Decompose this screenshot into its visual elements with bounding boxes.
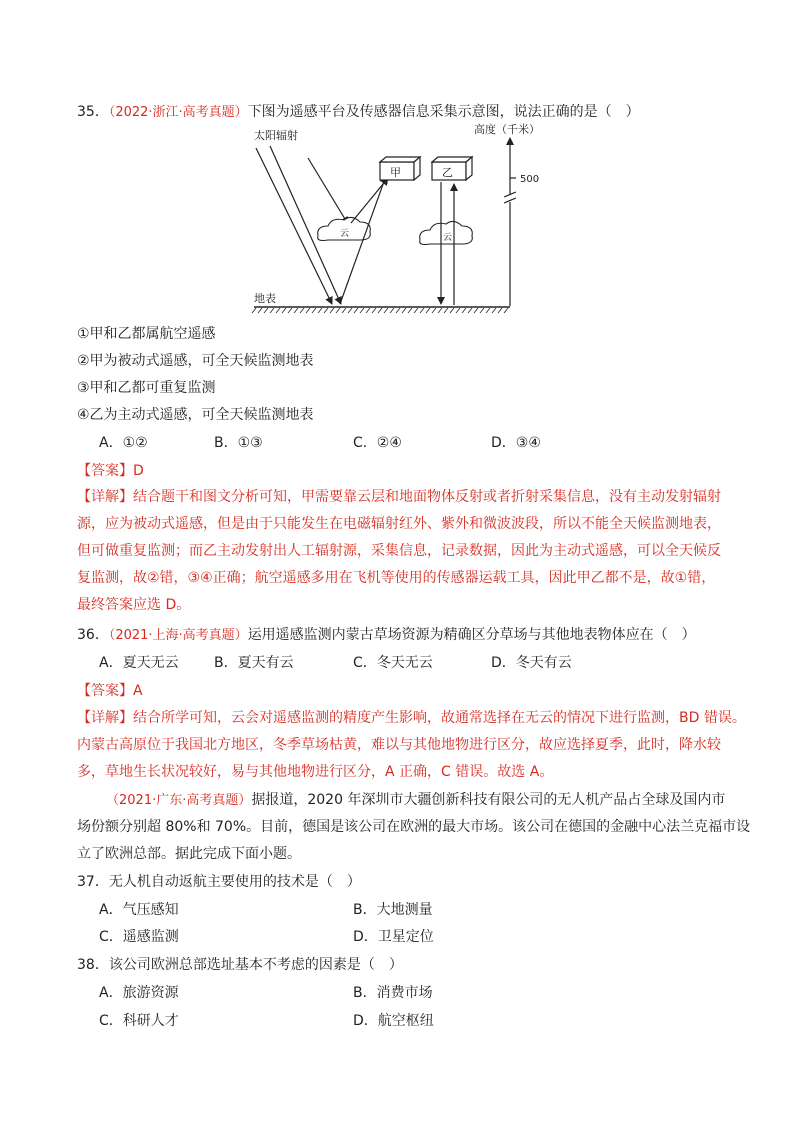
box-yi-label: 乙	[442, 166, 453, 179]
q35-option-c[interactable]: C．②④	[353, 435, 402, 451]
q36-answer: 【答案】A	[77, 683, 143, 699]
q36-analysis-line-2: 内蒙古高原位于我国北方地区，冬季草场枯黄，难以与其他地物进行区分，故应选择夏季，此时，降水较	[77, 737, 721, 753]
height-axis-label: 高度（千米）	[474, 123, 540, 136]
q36-option-b[interactable]: B．夏天有云	[214, 655, 294, 671]
material-source: （2021·广东·高考真题）	[106, 793, 252, 808]
solar-radiation-label: 太阳辐射	[254, 129, 298, 142]
q35-stem-text: 下图为遥感平台及传感器信息采集示意图，说法正确的是（ ）	[247, 104, 640, 120]
q35-statement-3: ③甲和乙都可重复监测	[77, 380, 216, 396]
q36-option-c[interactable]: C．冬天无云	[353, 655, 433, 671]
ground-hatching	[252, 308, 508, 313]
remote-sensing-diagram	[240, 118, 540, 318]
solar-ray-3	[308, 158, 348, 224]
material-line-2: 场份额分别超 80%和 70%。目前，德国是该公司在欧洲的最大市场。该公司在德国的金融中心法兰克福市设	[77, 819, 751, 835]
q35-analysis-line-5: 最终答案应选 D。	[77, 597, 191, 613]
q37-option-d[interactable]: D．卫星定位	[353, 929, 434, 945]
q36-stem	[77, 624, 696, 644]
cloud-1-label: 云	[340, 229, 350, 239]
q38-option-a[interactable]: A．旅游资源	[99, 985, 179, 1001]
q37-stem	[77, 871, 361, 891]
q35-analysis-line-1: 【详解】结合题干和图文分析可知，甲需要靠云层和地面物体反射或者折射采集信息，没有主动发射辐射	[77, 489, 721, 505]
cloud-2-label: 云	[443, 233, 453, 243]
q36-number: 36．	[77, 627, 109, 643]
q35-option-a[interactable]: A．①②	[99, 435, 148, 451]
q37-option-b[interactable]: B．大地测量	[353, 902, 433, 918]
q35-answer: 【答案】D	[77, 463, 144, 479]
tick-500-label: 500	[520, 174, 540, 185]
q38-option-b[interactable]: B．消费市场	[353, 985, 433, 1001]
material-text-1: 据报道，2020 年深圳市大疆创新科技有限公司的无人机产品占全球及国内市	[251, 792, 726, 808]
ground-label: 地表	[254, 292, 276, 305]
q35-analysis-line-2: 源，应为被动式遥感，但是由于只能发生在电磁辐射红外、紫外和微波波段，所以不能全天候监测地表，	[77, 516, 721, 532]
q36-option-a[interactable]: A．夏天无云	[99, 655, 179, 671]
q38-number: 38．	[77, 957, 109, 973]
q37-number: 37．	[77, 874, 109, 890]
material-line-1	[106, 789, 725, 809]
q35-statement-1: ①甲和乙都属航空遥感	[77, 326, 216, 342]
q37-option-a[interactable]: A．气压感知	[99, 902, 179, 918]
q35-option-d[interactable]: D．③④	[491, 435, 541, 451]
q38-option-d[interactable]: D．航空枢纽	[353, 1013, 434, 1029]
q38-stem-text: 该公司欧洲总部选址基本不考虑的因素是（ ）	[108, 957, 403, 973]
q35-option-b[interactable]: B．①③	[214, 435, 263, 451]
q36-analysis-line-1: 【详解】结合所学可知，云会对遥感监测的精度产生影响，故通常选择在无云的情况下进行监测，BD 错误。	[77, 710, 746, 726]
material-line-3: 立了欧洲总部。据此完成下面小题。	[77, 846, 301, 862]
solar-ray-1	[256, 148, 332, 304]
q35-number: 35．	[77, 104, 109, 120]
q35-statement-2: ②甲为被动式遥感，可全天候监测地表	[77, 353, 314, 369]
reflect-ray-2	[351, 178, 388, 223]
q36-source: （2021·上海·高考真题）	[108, 628, 248, 643]
q36-stem-text: 运用遥感监测内蒙古草场资源为精确区分草场与其他地表物体应在（ ）	[247, 627, 696, 643]
q37-option-c[interactable]: C．遥感监测	[99, 929, 179, 945]
sensor-box-jia	[380, 157, 420, 180]
q37-stem-text: 无人机自动返航主要使用的技术是（ ）	[108, 874, 361, 890]
q35-analysis-line-3: 但可做重复监测；而乙主动发射出人工辐射源，采集信息，记录数据，因此为主动式遥感，可以全天候反	[77, 543, 721, 559]
q38-option-c[interactable]: C．科研人才	[99, 1013, 179, 1029]
q35-statement-4: ④乙为主动式遥感，可全天候监测地表	[77, 407, 314, 423]
q35-analysis-line-4: 复监测，故②错，③④正确；航空遥感多用在飞机等使用的传感器运载工具，因此甲乙都不是，故①错，	[77, 570, 716, 586]
q38-stem	[77, 954, 403, 974]
q36-option-d[interactable]: D．冬天有云	[491, 655, 572, 671]
sensor-box-yi	[432, 157, 472, 180]
q35-source: （2022·浙江·高考真题）	[108, 105, 248, 120]
box-jia-label: 甲	[390, 166, 401, 179]
q36-analysis-line-3: 多，草地生长状况较好，易与其他地物进行区分，A 正确，C 错误。故选 A。	[77, 764, 554, 780]
